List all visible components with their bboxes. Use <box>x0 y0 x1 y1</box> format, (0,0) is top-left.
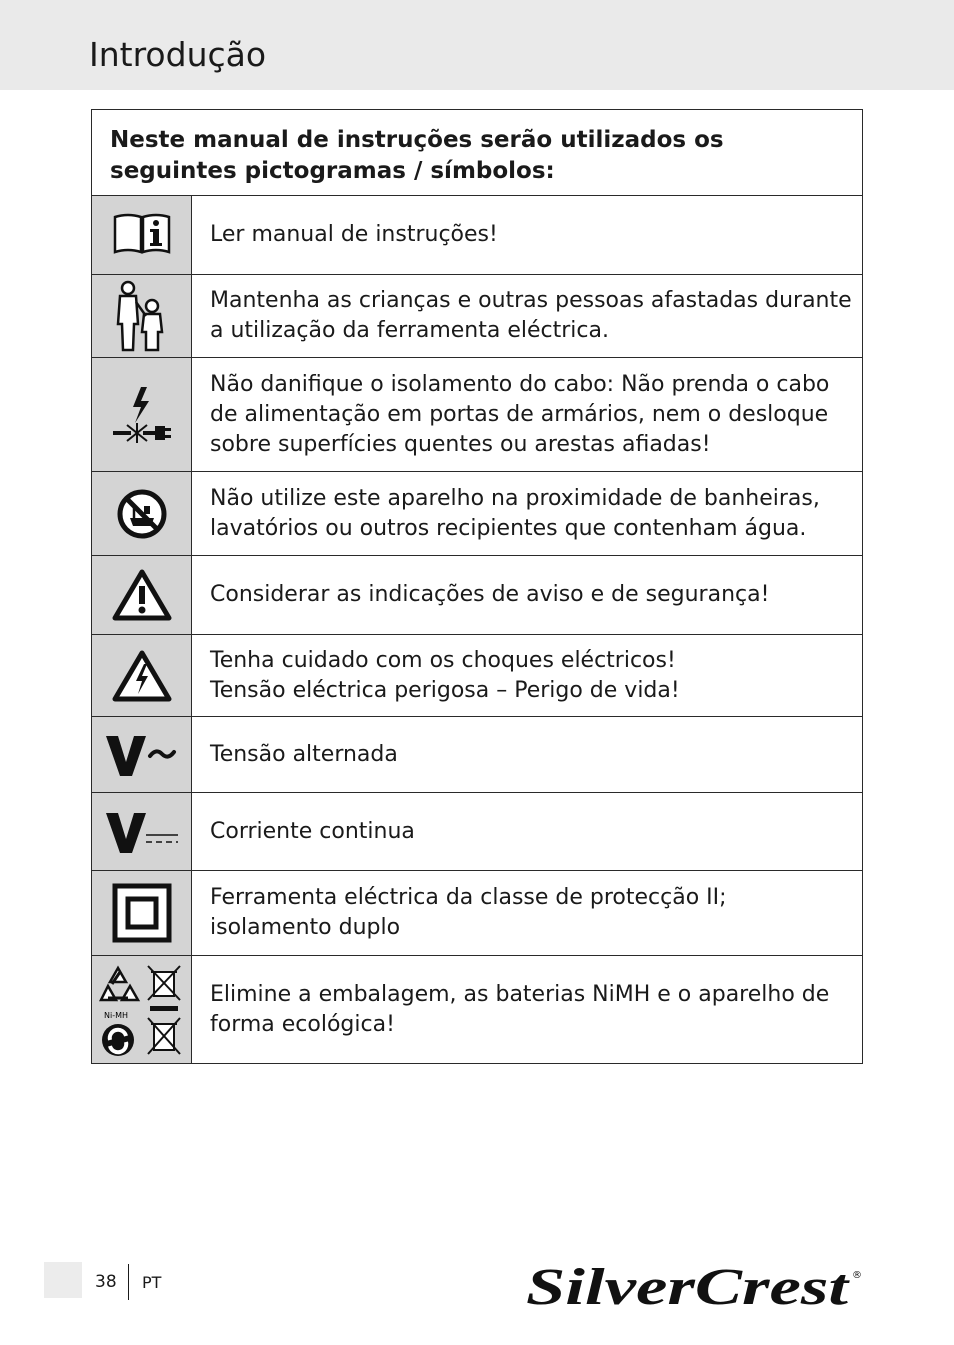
direct-current-icon <box>92 793 192 870</box>
symbol-row <box>92 472 862 556</box>
row-text-line: Considerar as indicações de aviso e de segurança! <box>210 582 770 607</box>
crossed-bin-icon <box>148 966 180 1011</box>
electric-shock-warning-icon <box>92 635 192 716</box>
footer-divider <box>128 1264 129 1300</box>
row-text-line: Ler manual de instruções! <box>210 222 498 247</box>
page-title: Introdução <box>89 35 267 74</box>
symbol-row <box>92 717 862 793</box>
table-heading <box>92 110 862 196</box>
symbol-row <box>92 556 862 635</box>
table-heading-line: Neste manual de instruções serão utilizados os <box>110 127 724 153</box>
row-text-line: Ferramenta eléctrica da classe de protecção II; <box>210 885 727 910</box>
row-text-line: Não danifique o isolamento do cabo: Não prenda o cabo <box>210 371 830 397</box>
no-bathtub-icon <box>92 472 192 555</box>
symbol-row <box>92 275 862 358</box>
row-text-line: forma ecológica! <box>210 1011 395 1037</box>
symbol-table <box>91 109 863 1064</box>
footer-marker <box>44 1262 82 1298</box>
table-heading-line: seguintes pictogramas / símbolos: <box>110 158 555 184</box>
row-text-line: isolamento duplo <box>210 915 401 940</box>
damaged-cable-icon <box>92 358 192 471</box>
language-code: PT <box>142 1273 162 1292</box>
svg-text:®: ® <box>852 1270 862 1281</box>
green-dot-icon <box>102 1024 134 1056</box>
brand-logo <box>526 1258 866 1310</box>
keep-children-away-icon <box>92 275 192 357</box>
row-text-line: Elimine a embalagem, as baterias NiMH e o aparelho de <box>210 981 830 1007</box>
symbol-row <box>92 358 862 472</box>
row-text-line: Corriente continua <box>210 818 415 844</box>
crossed-bin-icon <box>148 1018 180 1054</box>
alternating-voltage-icon <box>92 717 192 792</box>
row-text-line: de alimentação em portas de armários, nem o desloque <box>210 401 829 427</box>
recycling-icon <box>101 968 138 1000</box>
row-text-line: lavatórios ou outros recipientes que contenham água. <box>210 515 807 541</box>
read-manual-icon <box>92 196 192 274</box>
page-number: 38 <box>95 1272 117 1292</box>
disposal-symbols-icon <box>92 956 192 1063</box>
row-text-line: Tenha cuidado com os choques eléctricos! <box>210 647 676 673</box>
symbol-row <box>92 196 862 275</box>
warning-triangle-icon <box>92 556 192 634</box>
protection-class-ii-icon <box>92 871 192 955</box>
row-text-line: Não utilize este aparelho na proximidade de banheiras, <box>210 485 820 511</box>
symbol-row <box>92 793 862 871</box>
row-text-line: Tensão alternada <box>210 741 398 767</box>
row-text-line: Tensão eléctrica perigosa – Perigo de vida! <box>210 677 680 703</box>
nimh-label: Ni-MH <box>103 1010 128 1020</box>
symbol-row <box>92 956 862 1063</box>
symbol-row <box>92 635 862 717</box>
brand-wordmark: SilverCrest <box>526 1259 851 1310</box>
row-text-line: Mantenha as crianças e outras pessoas afastadas durante <box>210 288 852 313</box>
row-text-line: a utilização da ferramenta eléctrica. <box>210 318 609 343</box>
row-text-line: sobre superfícies quentes ou arestas afiadas! <box>210 431 711 457</box>
symbol-row <box>92 871 862 956</box>
